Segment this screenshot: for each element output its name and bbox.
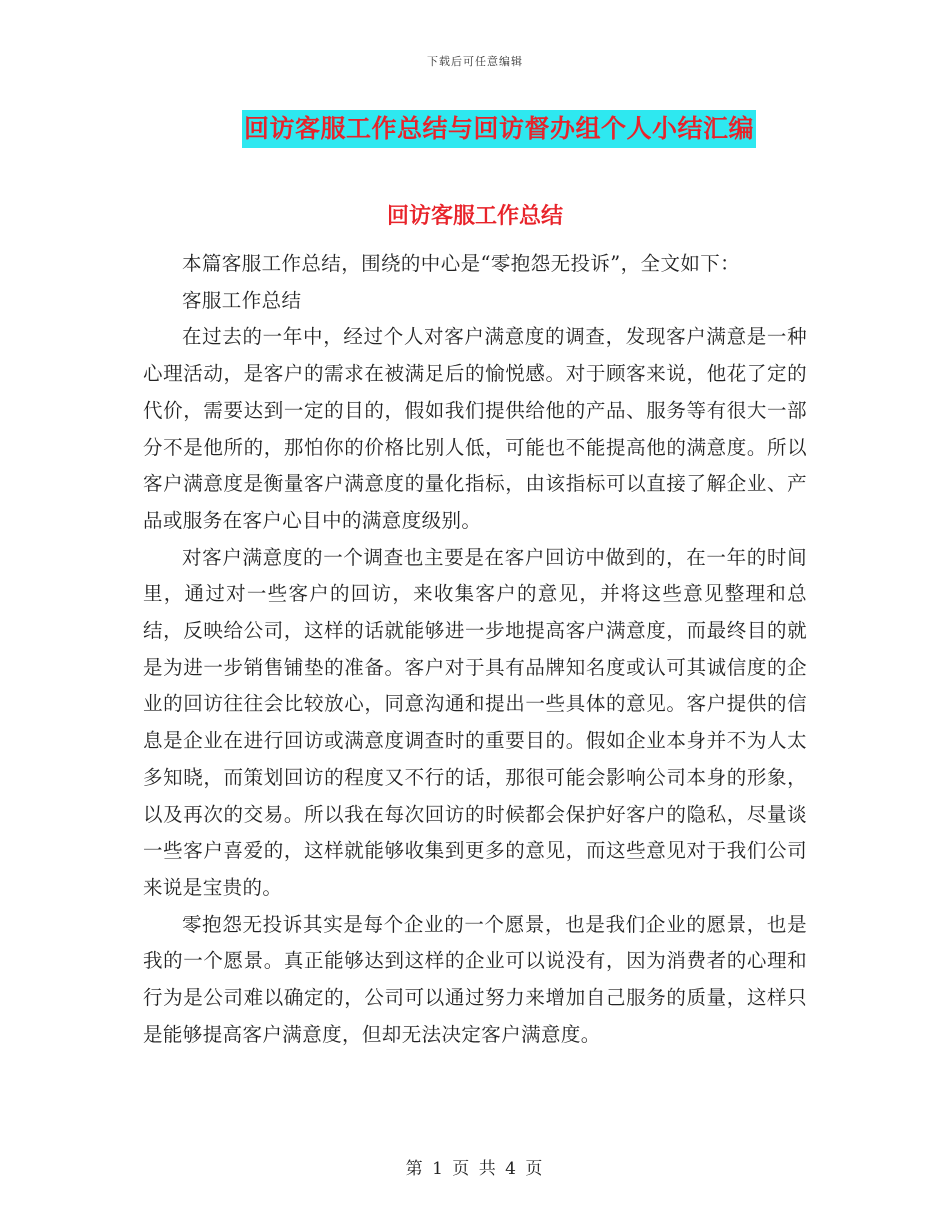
- section-title: 回访客服工作总结: [386, 204, 563, 229]
- paragraph: 零抱怨无投诉其实是每个企业的一个愿景，也是我们企业的愿景，也是我的一个愿景。真正能够达到这样的企业可以说没有，因为消费者的心理和行为是公司难以确定的，公司可以通过努力来增加自己服务的质量，这样只是能够提高客户满意度，但却无法决定客户满意度。: [143, 912, 807, 1046]
- document-body: [143, 246, 807, 1053]
- paragraph-subheading: 客服工作总结: [182, 288, 302, 312]
- paragraph-intro: 本篇客服工作总结，围绕的中心是“零抱怨无投诉”，全文如下：: [182, 252, 741, 275]
- document-title-container: [0, 110, 950, 148]
- paragraph: 在过去的一年中，经过个人对客户满意度的调查，发现客户满意是一种心理活动，是客户的需求在被满足后的愉悦感。对于顾客来说，他花了定的代价，需要达到一定的目的，假如我们提供给他的产品、服务等有很大一部分不是他所的，那怕你的价格比别人低，可能也不能提高他的满意度。所以客户满意度是衡量客户满意度的量化指标，由该指标可以直接了解企业、产品或服务在客户心目中的满意度级别。: [143, 325, 807, 532]
- page-number-footer: 第 1 页 共 4 页: [405, 1159, 545, 1179]
- document-title: 回访客服工作总结与回访督办组个人小结汇编: [242, 110, 756, 148]
- page-header-note: 下载后可任意编辑: [427, 55, 523, 68]
- paragraph: 对客户满意度的一个调查也主要是在客户回访中做到的，在一年的时间里，通过对一些客户的回访，来收集客户的意见，并将这些意见整理和总结，反映给公司，这样的话就能够进一步地提高客户满意度，而最终目的就是为进一步销售铺垫的准备。客户对于具有品牌知名度或认可其诚信度的企业的回访往往会比较放心，同意沟通和提出一些具体的意见。客户提供的信息是企业在进行回访或满意度调查时的重要目的。假如企业本身并不为人太多知晓，而策划回访的程度又不行的话，那很可能会影响公司本身的形象，以及再次的交易。所以我在每次回访的时候都会保护好客户的隐私，尽量谈一些客户喜爱的，这样就能够收集到更多的意见，而这些意见对于我们公司来说是宝贵的。: [143, 545, 807, 899]
